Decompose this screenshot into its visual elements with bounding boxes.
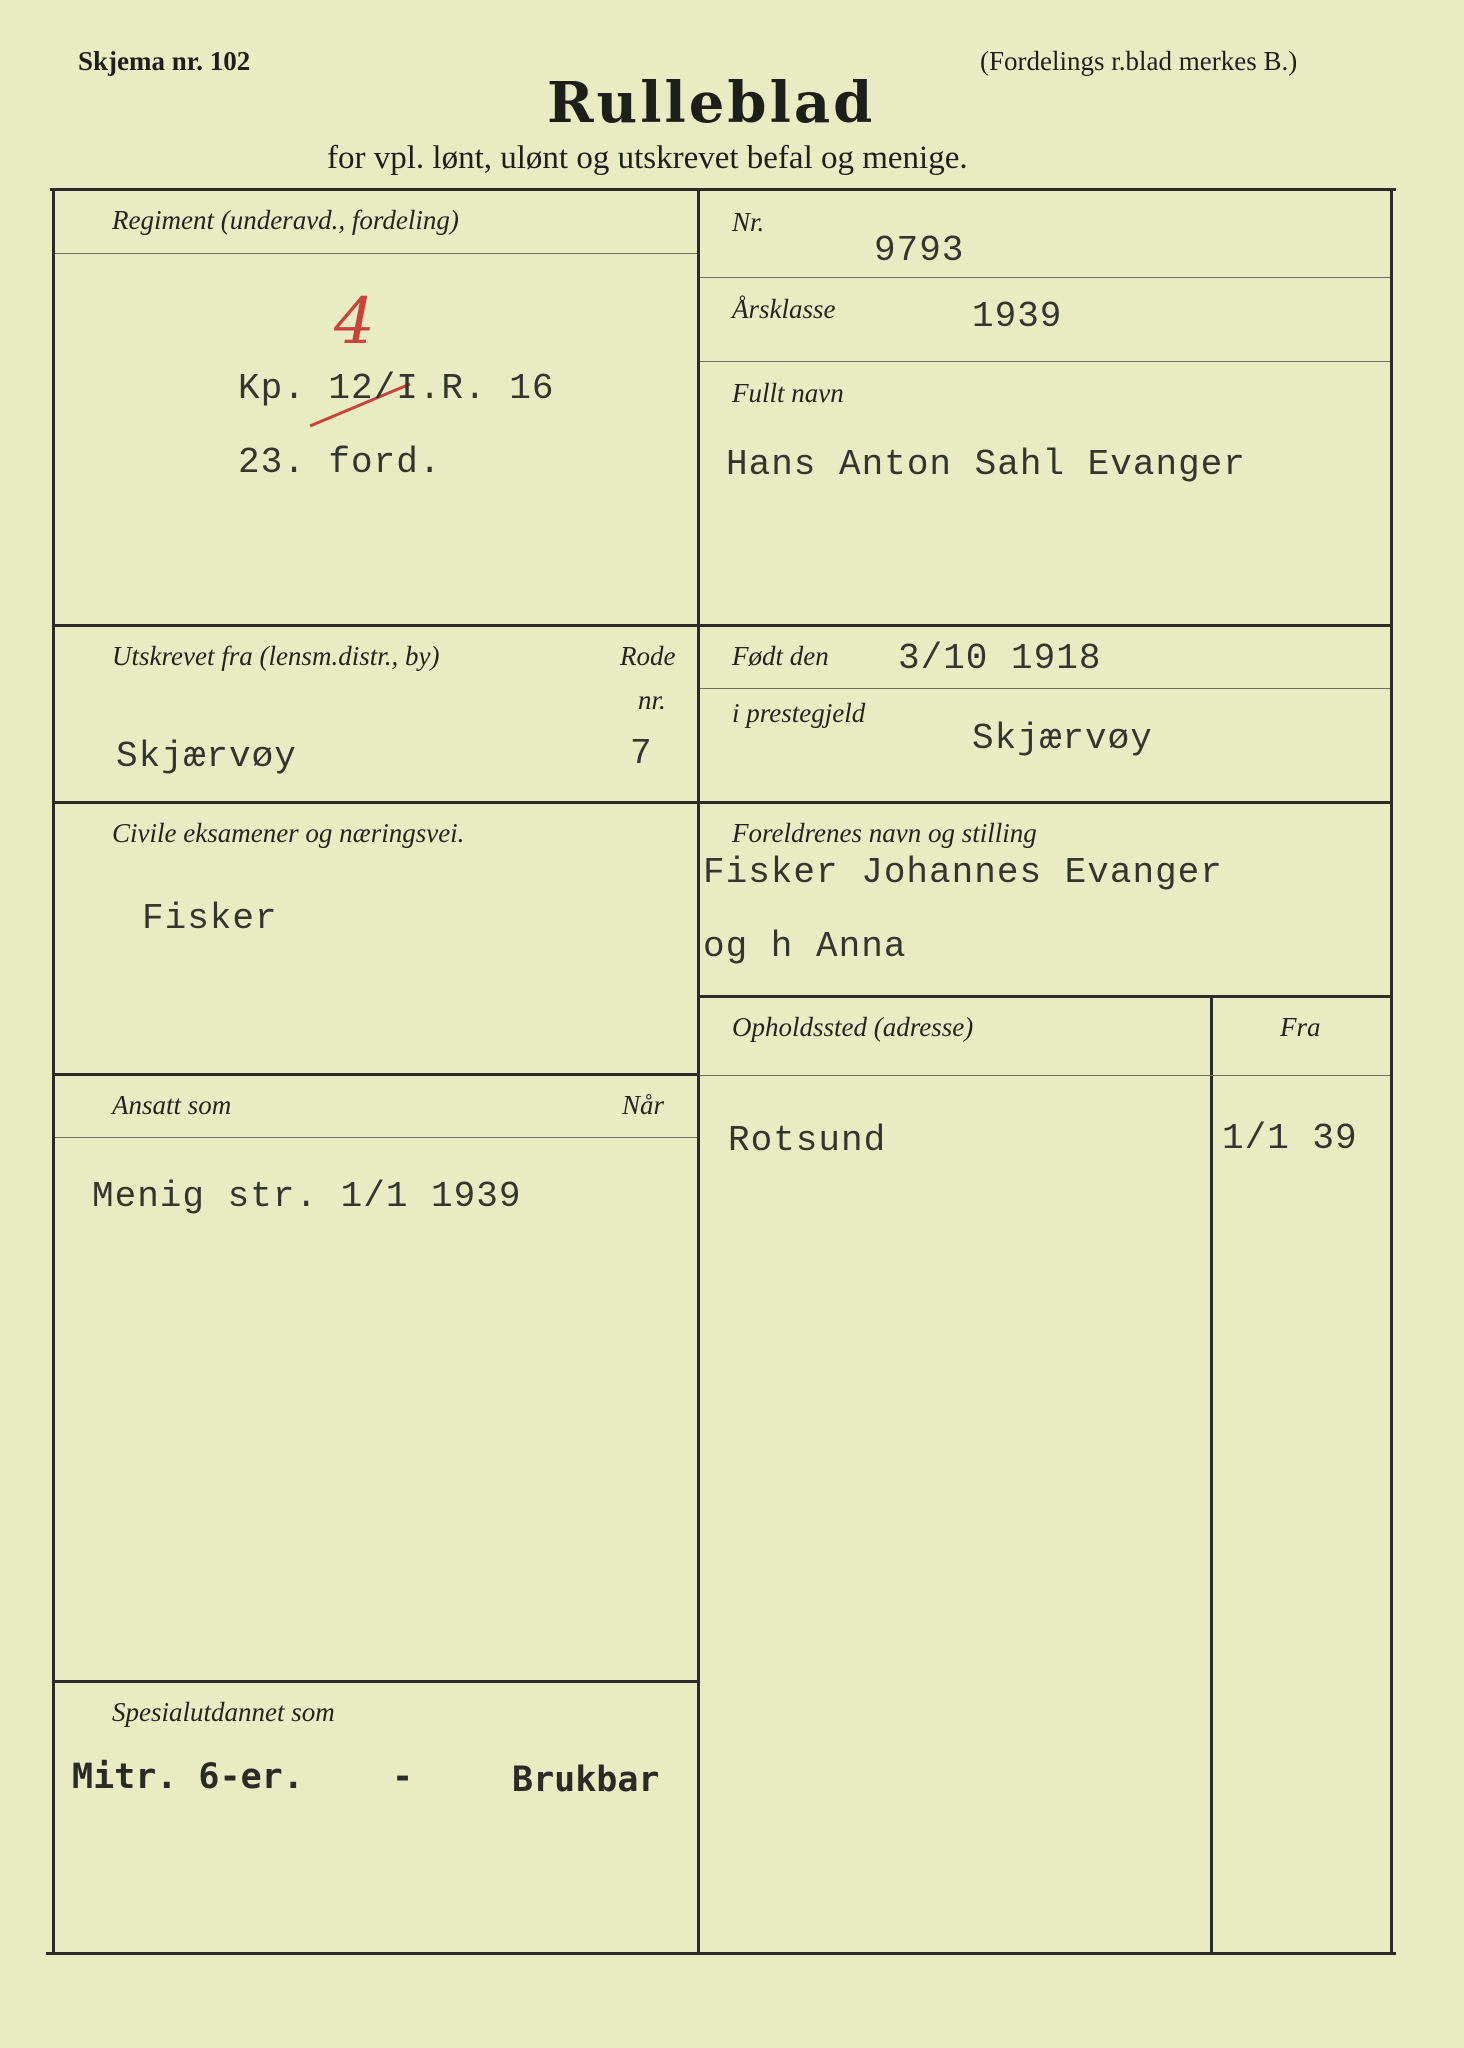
value-foreldrene-1: Fisker Johannes Evanger [703, 852, 1223, 893]
label-prestegjeld: i prestegjeld [732, 698, 866, 728]
page-title: Rulleblad [547, 70, 876, 136]
value-fullt-navn: Hans Anton Sahl Evanger [726, 444, 1246, 485]
value-ansatt-som: Menig str. 1/1 1939 [92, 1176, 522, 1217]
label-fodt-den: Født den [732, 641, 829, 671]
label-civile: Civile eksamener og næringsvei. [112, 818, 465, 848]
value-nr: 9793 [874, 230, 965, 271]
label-fullt-navn: Fullt navn [732, 378, 844, 408]
label-regiment: Regiment (underavd., fordeling) [112, 205, 459, 235]
regiment-unit: Kp. 12/I.R. 16 [238, 368, 555, 409]
label-rode-nr: nr. [638, 685, 666, 715]
value-opholdssted-fra: 1/1 39 [1222, 1118, 1358, 1159]
value-prestegjeld: Skjærvøy [972, 718, 1153, 759]
label-spesialutdannet: Spesialutdannet som [112, 1697, 335, 1727]
label-arsklasse: Årsklasse [732, 294, 836, 324]
regiment-correction: 4 [334, 285, 375, 359]
value-spesialutdannet-status: Brukbar [512, 1760, 660, 1800]
label-rode: Rode [620, 641, 676, 671]
label-ansatt-som: Ansatt som [112, 1090, 232, 1120]
form-number: Skjema nr. 102 [78, 46, 251, 76]
value-arsklasse: 1939 [972, 296, 1063, 337]
regiment-fordeling: 23. ford. [238, 442, 442, 483]
value-naeringsvei: Fisker [142, 898, 278, 939]
value-utskrevet-fra: Skjærvøy [116, 736, 297, 777]
value-rode-nr: 7 [630, 733, 653, 774]
label-nar: Når [622, 1090, 665, 1120]
label-nr: Nr. [732, 207, 765, 237]
distribution-note: (Fordelings r.blad merkes B.) [980, 46, 1298, 76]
page-subtitle: for vpl. lønt, ulønt og utskrevet befal og menige. [327, 140, 968, 176]
value-opholdssted: Rotsund [728, 1120, 887, 1161]
value-foreldrene-2: og h Anna [703, 926, 907, 967]
label-opholdssted: Opholdssted (adresse) [732, 1012, 974, 1042]
label-foreldrene: Foreldrenes navn og stilling [732, 818, 1037, 848]
label-fra: Fra [1280, 1012, 1321, 1042]
value-spesialutdannet: Mitr. 6-er. [72, 1757, 304, 1797]
label-utskrevet-fra: Utskrevet fra (lensm.distr., by) [112, 641, 440, 671]
value-spesialutdannet-dash: - [392, 1757, 414, 1797]
value-fodt-den: 3/10 1918 [898, 638, 1102, 679]
